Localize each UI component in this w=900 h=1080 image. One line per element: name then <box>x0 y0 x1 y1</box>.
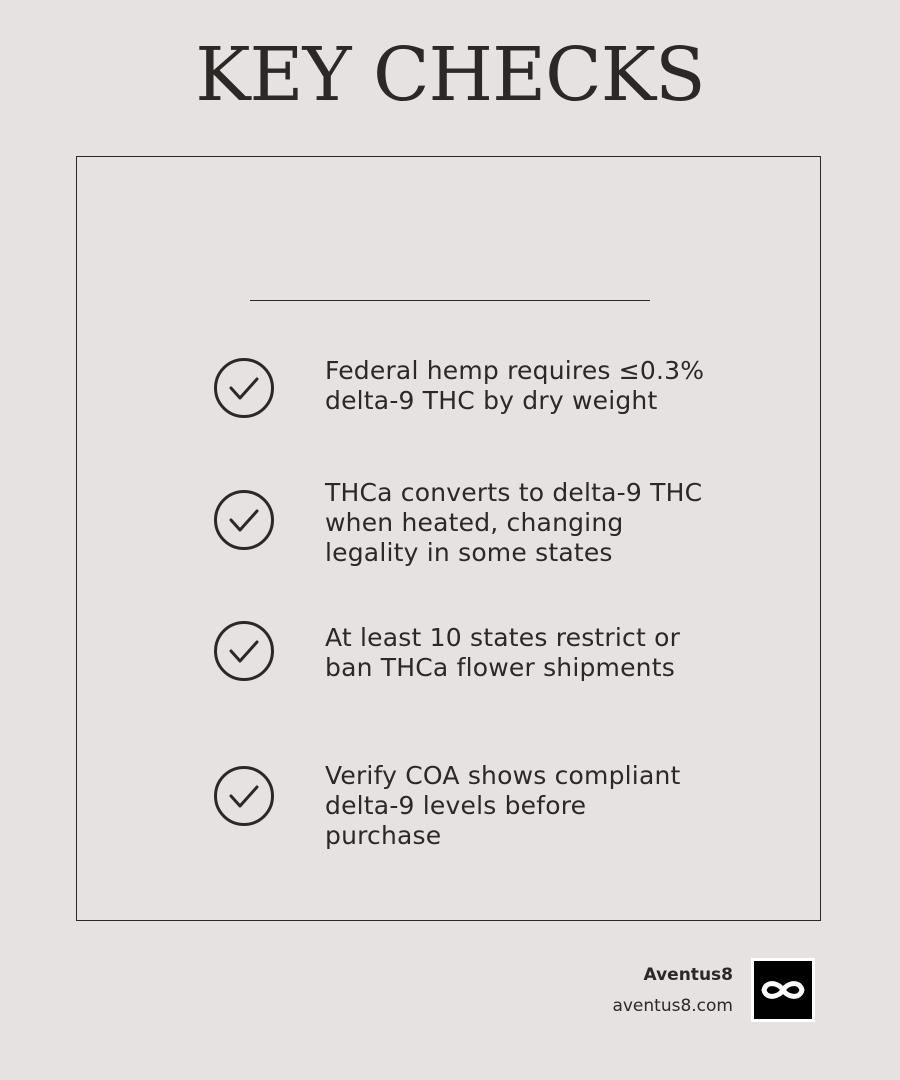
check-item-line: ban THCa flower shipments <box>325 653 675 682</box>
check-item-line: delta-9 levels before <box>325 791 587 820</box>
check-item-line: legality in some states <box>325 538 613 567</box>
check-item-line: delta-9 THC by dry weight <box>325 386 658 415</box>
check-item-line: Federal hemp requires ≤0.3% <box>325 356 705 385</box>
check-item-text <box>325 761 745 851</box>
check-item-line: At least 10 states restrict or <box>325 623 681 652</box>
brand-url: aventus8.com <box>612 996 733 1016</box>
brand-name: Aventus8 <box>643 965 733 985</box>
key-checks-card <box>76 156 821 921</box>
check-circle-icon <box>213 357 275 419</box>
infinity-logo-icon <box>751 958 815 1022</box>
check-circle-icon <box>213 489 275 551</box>
divider <box>250 300 650 301</box>
check-item-line: THCa converts to delta-9 THC <box>325 478 703 507</box>
check-item-text <box>325 623 745 683</box>
check-item-line: Verify COA shows compliant <box>325 761 681 790</box>
logo-badge <box>754 961 812 1019</box>
check-item-line: purchase <box>325 821 442 850</box>
check-item-text <box>325 356 745 416</box>
check-circle-icon <box>213 765 275 827</box>
check-item-text <box>325 478 745 568</box>
page-title: KEY CHECKS <box>195 32 705 118</box>
check-item-line: when heated, changing <box>325 508 624 537</box>
check-circle-icon <box>213 620 275 682</box>
